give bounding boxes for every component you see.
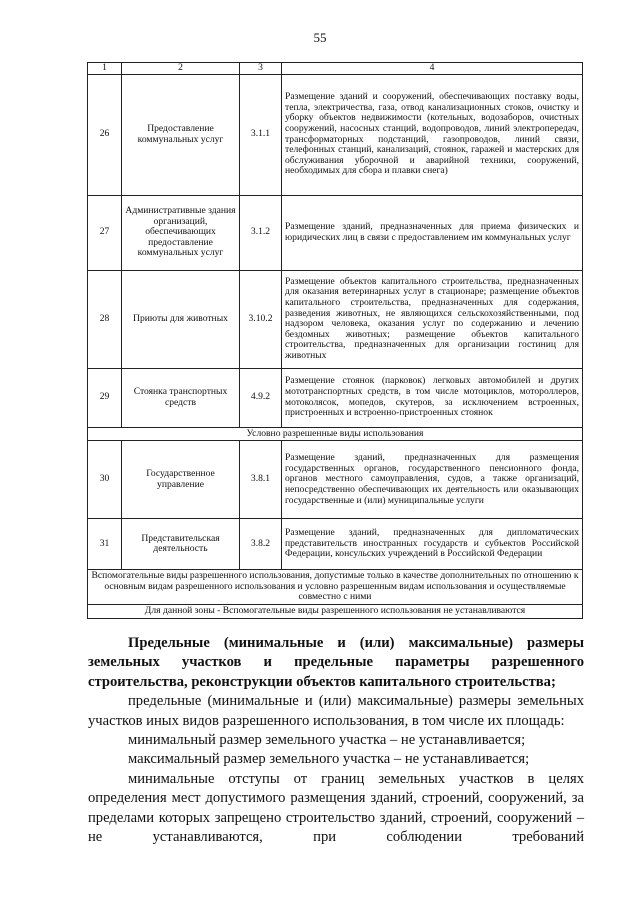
use-name: Предоставление коммунальных услуг — [122, 74, 240, 195]
use-code: 3.8.1 — [240, 441, 282, 519]
row-number: 27 — [88, 195, 122, 270]
auxiliary-note-row — [88, 570, 583, 605]
use-description: Размещение зданий и сооружений, обеспечивающих поставку воды, тепла, электричества, газа, отвод канализационных стоков, очистку и уборку объектов недвижимости (котельных, водозаборов, очистных сооружений, насосных станций, водопроводов, линий электропередач, трансформаторных подстанций, газопроводов, линий связи, телефонных станций, канализаций, стоянок, гаражей и мастерских для обслуживания уборочной и аварийной техники, сооружений, необходимых для сбора и плавки снега) — [282, 74, 583, 195]
use-description: Размещение стоянок (парковок) легковых автомобилей и других мототранспортных средств, в том числе мотоциклов, мотороллеров, мотоколясок, мопедов, скутеров, за исключением встроенных, пристроенных и встроенно-пристроенных стоянок — [282, 368, 583, 427]
conditional-section-row — [88, 427, 583, 441]
header-col-2: 2 — [122, 63, 240, 75]
table-row — [88, 519, 583, 570]
use-code: 4.9.2 — [240, 368, 282, 427]
use-code: 3.8.2 — [240, 519, 282, 570]
row-number: 29 — [88, 368, 122, 427]
paragraph-min-size: минимальный размер земельного участка – не устанавливается; — [128, 732, 526, 749]
header-col-4: 4 — [282, 63, 583, 75]
use-name: Приюты для животных — [122, 270, 240, 368]
row-number: 31 — [88, 519, 122, 570]
header-col-1: 1 — [88, 63, 122, 75]
use-name: Государственное управление — [122, 441, 240, 519]
table-row — [88, 441, 583, 519]
use-name: Представительская деятельность — [122, 519, 240, 570]
use-description: Размещение зданий, предназначенных для дипломатических представительств иностранных государств и субъектов Российской Федерации, консульских учреждений в Российской Федерации — [282, 519, 583, 570]
row-number: 30 — [88, 441, 122, 519]
use-description: Размещение объектов капитального строительства, предназначенных для оказания ветеринарных услуг в стационаре; размещение объектов капитального строительства, предназначенных для содержания, разведения животных, не являющихся сельскохозяйственными, под надзором человека, оказания услуг по содержанию и лечению бездомных животных; размещение объектов капитального строительства, предназначенных для организации гостиниц для животных — [282, 270, 583, 368]
row-number: 28 — [88, 270, 122, 368]
table-row — [88, 195, 583, 270]
land-use-table — [87, 62, 583, 619]
use-code: 3.1.1 — [240, 74, 282, 195]
section-heading: Предельные (минимальные и (или) максимальные) размеры земельных участков и предельные параметры разрешенного строительства, реконструкции объектов капитального строительства; — [88, 635, 584, 690]
paragraph-max-size: максимальный размер земельного участка – не устанавливается; — [128, 751, 530, 768]
row-number: 26 — [88, 74, 122, 195]
use-description: Размещение зданий, предназначенных для размещения государственных органов, государственного пенсионного фонда, органов местного самоуправления, судов, а также организаций, непосредственно обеспечивающих их деятельность или оказывающих государственные и (или) муниципальные услуги — [282, 441, 583, 519]
use-name: Административные здания организаций, обеспечивающих предоставление коммунальных услуг — [122, 195, 240, 270]
use-description: Размещение зданий, предназначенных для приема физических и юридических лиц в связи с предоставлением им коммунальных услуг — [282, 195, 583, 270]
zone-footer-note: Для данной зоны - Вспомогательные виды разрешенного использования не устанавливаются — [88, 604, 583, 618]
table-row — [88, 368, 583, 427]
table-row — [88, 270, 583, 368]
body-text — [88, 634, 584, 847]
page-number: 55 — [313, 30, 327, 45]
paragraph-plot-sizes: предельные (минимальные и (или) максимальные) размеры земельных участков иных видов разрешенного использования, в том числе их площадь: — [88, 693, 584, 729]
header-col-3: 3 — [240, 63, 282, 75]
use-code: 3.1.2 — [240, 195, 282, 270]
table-header-row — [88, 63, 583, 75]
use-name: Стоянка транспортных средств — [122, 368, 240, 427]
auxiliary-uses-note: Вспомогательные виды разрешенного использования, допустимые только в качестве дополнительных по отношению к основным видам разрешенного использования и условно разрешенным видам использования и осуществляемые совместно с ними — [88, 570, 583, 605]
footer-note-row — [88, 604, 583, 618]
conditional-section-header: Условно разрешенные виды использования — [88, 427, 583, 441]
use-code: 3.10.2 — [240, 270, 282, 368]
paragraph-setbacks: минимальные отступы от границ земельных участков в целях определения мест допустимого размещения зданий, строений, сооружений, за пределами которых запрещено строительство зданий, строений, сооружений – не устанавливаются, при соблюдении требований — [88, 770, 584, 846]
table-row — [88, 74, 583, 195]
